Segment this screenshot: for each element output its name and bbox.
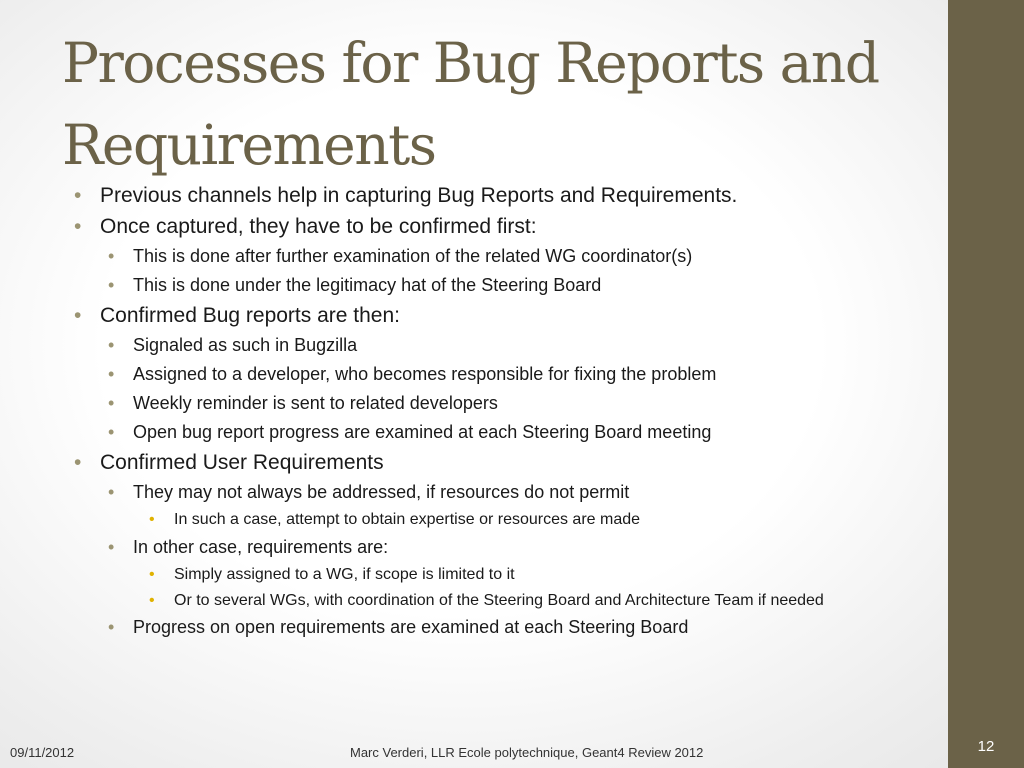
footer-date: 09/11/2012 (10, 745, 75, 760)
sub-bullet-item: • Assigned to a developer, who becomes responsible for fixing the problem (72, 360, 932, 389)
bullet-item: • Confirmed User Requirements (72, 447, 932, 478)
footer-text: Marc Verderi, LLR Ecole polytechnique, Geant4 Review 2012 (350, 745, 704, 760)
sub-bullet-item: • This is done under the legitimacy hat of the Steering Board (72, 271, 932, 300)
sub-bullet-item: • They may not always be addressed, if resources do not permit (72, 478, 932, 507)
slide-number: 12 (977, 738, 995, 755)
sub-sub-bullet-item: • Or to several WGs, with coordination of the Steering Board and Architecture Team if needed (72, 588, 932, 613)
bullet-item: • Confirmed Bug reports are then: (72, 300, 932, 331)
sub-bullet-item: • In other case, requirements are: (72, 533, 932, 562)
sub-sub-bullet-item: • Simply assigned to a WG, if scope is limited to it (72, 562, 932, 588)
sub-bullet-item: • Open bug report progress are examined at each Steering Board meeting (72, 418, 932, 447)
slide-title: Processes for Bug Reports and Requirements (62, 31, 879, 177)
bullet-item: • Once captured, they have to be confirmed first: (72, 211, 932, 242)
accent-sidebar (948, 0, 1024, 768)
bullet-item: • Previous channels help in capturing Bug Reports and Requirements. (72, 180, 932, 211)
sub-bullet-item: • Progress on open requirements are examined at each Steering Board (72, 613, 932, 642)
bullet-list (72, 180, 932, 642)
sub-bullet-item: • Weekly reminder is sent to related developers (72, 389, 932, 418)
sub-bullet-item: • Signaled as such in Bugzilla (72, 331, 932, 360)
sub-bullet-item: • This is done after further examination of the related WG coordinator(s) (72, 242, 932, 271)
sub-sub-bullet-item: • In such a case, attempt to obtain expertise or resources are made (72, 507, 932, 533)
